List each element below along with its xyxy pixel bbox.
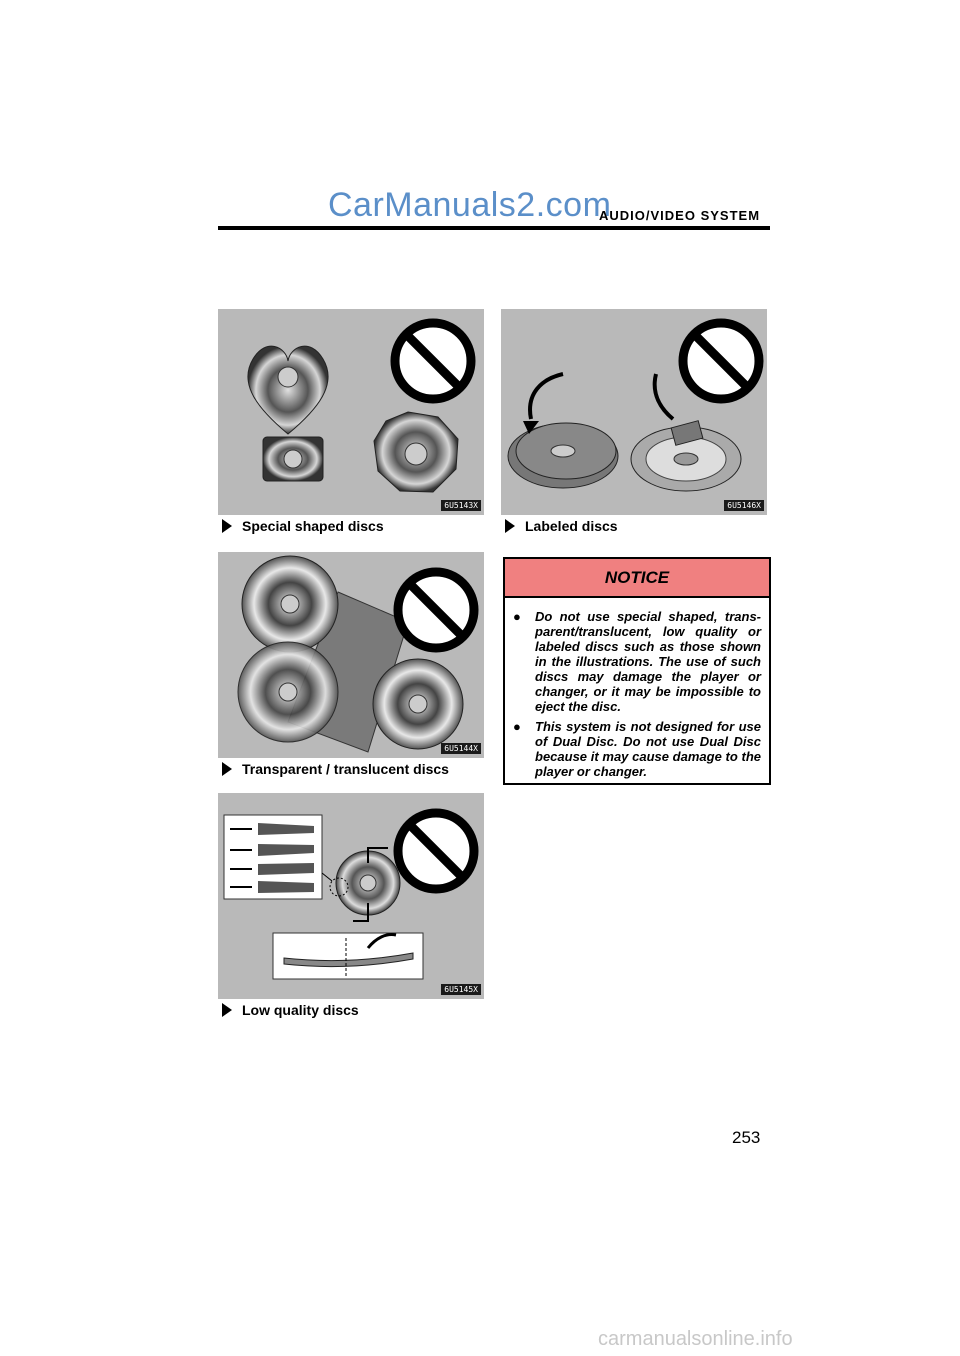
arrow-right-icon <box>505 519 515 533</box>
bullet-icon: ● <box>513 719 521 734</box>
figure-code: 6U5145X <box>441 984 481 995</box>
figure-special-shaped-discs <box>218 309 484 515</box>
special-shaped-discs-illustration <box>218 309 484 515</box>
figure-code: 6U5144X <box>441 743 481 754</box>
figure-code: 6U5146X <box>724 500 764 511</box>
page-number: 253 <box>732 1128 761 1147</box>
labeled-discs-illustration <box>501 309 767 515</box>
notice-item <box>513 609 761 714</box>
caption-low-quality <box>218 1002 359 1018</box>
header-divider <box>218 226 770 230</box>
caption-text: Transparent / translucent discs <box>242 761 449 777</box>
figure-code: 6U5143X <box>441 500 481 511</box>
transparent-discs-illustration <box>218 552 484 758</box>
low-quality-discs-illustration <box>218 793 484 999</box>
caption-text: Special shaped discs <box>242 518 384 534</box>
watermark-logo: CarManuals2.com <box>328 186 612 224</box>
caption-text: Low quality discs <box>242 1002 359 1018</box>
figure-transparent-discs <box>218 552 484 758</box>
notice-title: NOTICE <box>505 559 769 598</box>
arrow-right-icon <box>222 1003 232 1017</box>
notice-item-text: Do not use special shaped, trans-parent/translucent, low quality or labeled discs such as those shown in the illustrations. The use of such discs may damage the player or changer, or it may be impossible to eject the disc. <box>535 609 761 714</box>
notice-item-text: This system is not designed for use of Dual Disc. Do not use Dual Disc because it may cause damage to the player or changer. <box>535 719 761 779</box>
notice-item <box>513 719 761 779</box>
footer-watermark: carmanualsonline.info <box>598 1328 793 1350</box>
arrow-right-icon <box>222 519 232 533</box>
caption-text: Labeled discs <box>525 518 618 534</box>
caption-special-shaped <box>218 518 384 534</box>
notice-box <box>503 557 771 785</box>
figure-labeled-discs <box>501 309 767 515</box>
bullet-icon: ● <box>513 609 521 624</box>
figure-low-quality-discs <box>218 793 484 999</box>
caption-transparent <box>218 761 449 777</box>
arrow-right-icon <box>222 762 232 776</box>
section-title: AUDIO/VIDEO SYSTEM <box>599 208 761 223</box>
caption-labeled <box>501 518 618 534</box>
